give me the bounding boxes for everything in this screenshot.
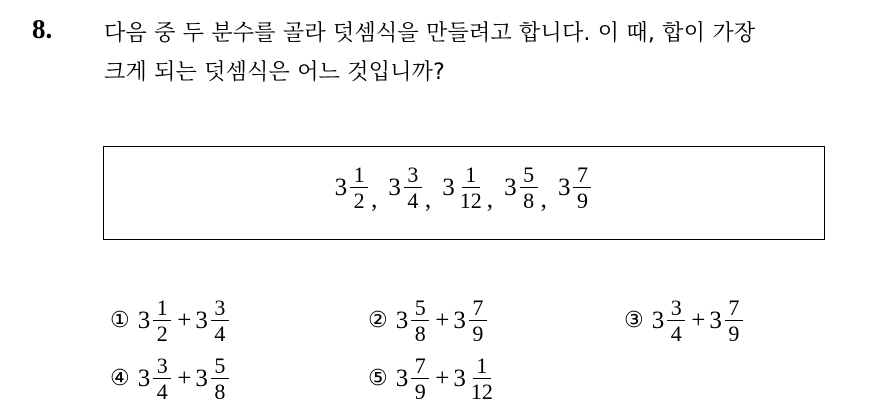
numerator: 7 [573, 163, 591, 188]
denominator: 9 [576, 188, 588, 214]
fraction [571, 163, 593, 212]
whole-number: 3 [504, 173, 517, 201]
numerator: 7 [725, 296, 743, 321]
whole-number: 3 [442, 173, 455, 201]
mixed-number [195, 296, 231, 345]
fraction [456, 163, 486, 212]
comma: , [540, 185, 547, 213]
choice-3[interactable] [624, 296, 745, 345]
numerator: 5 [411, 296, 429, 321]
choice-number-5: ⑤ [368, 366, 388, 392]
whole-number: 3 [137, 306, 151, 334]
denominator: 4 [156, 379, 168, 405]
mixed-number [453, 296, 489, 345]
fraction [209, 296, 231, 345]
whole-number: 3 [388, 173, 401, 201]
choice-5[interactable] [368, 354, 497, 403]
denominator: 9 [472, 321, 484, 347]
fraction-list [104, 163, 824, 212]
comma: , [486, 185, 493, 213]
plus-sign: + [177, 306, 192, 334]
whole-number: 3 [195, 306, 208, 334]
whole-number: 3 [651, 306, 665, 334]
box-fraction-2 [388, 163, 424, 212]
fraction [402, 163, 424, 212]
choice-2[interactable] [368, 296, 489, 345]
choice-number-1: ① [110, 308, 130, 334]
denominator: 8 [414, 321, 426, 347]
numerator: 3 [404, 163, 422, 188]
whole-number: 3 [395, 364, 409, 392]
question-number: 8. [32, 14, 53, 44]
fraction [151, 354, 173, 403]
whole-number: 3 [453, 364, 466, 392]
mixed-number [138, 354, 174, 403]
numerator: 3 [667, 296, 685, 321]
question-text-line-2: 크게 되는 덧셈식은 어느 것입니까? [104, 60, 445, 85]
fraction [409, 354, 431, 403]
numerator: 1 [462, 163, 480, 188]
plus-sign: + [435, 364, 450, 392]
whole-number: 3 [557, 173, 571, 201]
choice-number-4: ④ [110, 366, 130, 392]
mixed-number [138, 296, 174, 345]
whole-number: 3 [195, 364, 208, 392]
mixed-number [195, 354, 231, 403]
mixed-number [652, 296, 688, 345]
numerator: 1 [350, 163, 368, 188]
whole-number: 3 [137, 364, 151, 392]
fraction [467, 296, 489, 345]
whole-number: 3 [395, 306, 409, 334]
mixed-number [396, 296, 432, 345]
denominator: 2 [353, 188, 365, 214]
whole-number: 3 [334, 173, 348, 201]
whole-number: 3 [453, 306, 466, 334]
numerator: 7 [411, 354, 429, 379]
numerator: 1 [473, 354, 491, 379]
denominator: 12 [459, 188, 482, 214]
fraction [151, 296, 173, 345]
numerator: 5 [211, 354, 229, 379]
box-fraction-5 [558, 163, 594, 212]
fraction-box [103, 146, 825, 240]
numerator: 5 [520, 163, 538, 188]
choice-1[interactable] [110, 296, 231, 345]
fraction [409, 296, 431, 345]
denominator: 2 [156, 321, 168, 347]
denominator: 9 [728, 321, 740, 347]
choice-number-3: ③ [624, 308, 644, 334]
numerator: 3 [211, 296, 229, 321]
fraction [467, 354, 497, 403]
whole-number: 3 [709, 306, 722, 334]
fraction [518, 163, 540, 212]
mixed-number [709, 296, 745, 345]
denominator: 4 [407, 188, 419, 214]
denominator: 8 [523, 188, 535, 214]
plus-sign: + [435, 306, 450, 334]
box-fraction-3 [442, 163, 486, 212]
fraction [723, 296, 745, 345]
choice-4[interactable] [110, 354, 231, 403]
choice-number-2: ② [368, 308, 388, 334]
fraction [348, 163, 370, 212]
question-text-line-1: 다음 중 두 분수를 골라 덧셈식을 만들려고 합니다. 이 때, 합이 가장 [104, 21, 756, 46]
fraction [665, 296, 687, 345]
numerator: 3 [153, 354, 171, 379]
comma: , [424, 185, 432, 213]
numerator: 7 [469, 296, 487, 321]
denominator: 9 [414, 379, 426, 405]
comma: , [371, 185, 378, 213]
denominator: 4 [670, 321, 682, 347]
box-fraction-4 [504, 163, 540, 212]
denominator: 12 [470, 379, 493, 405]
mixed-number [453, 354, 497, 403]
numerator: 1 [153, 296, 171, 321]
plus-sign: + [691, 306, 706, 334]
plus-sign: + [177, 364, 192, 392]
fraction [209, 354, 231, 403]
denominator: 4 [214, 321, 226, 347]
box-fraction-1 [335, 163, 371, 212]
mixed-number [396, 354, 432, 403]
denominator: 8 [214, 379, 226, 405]
